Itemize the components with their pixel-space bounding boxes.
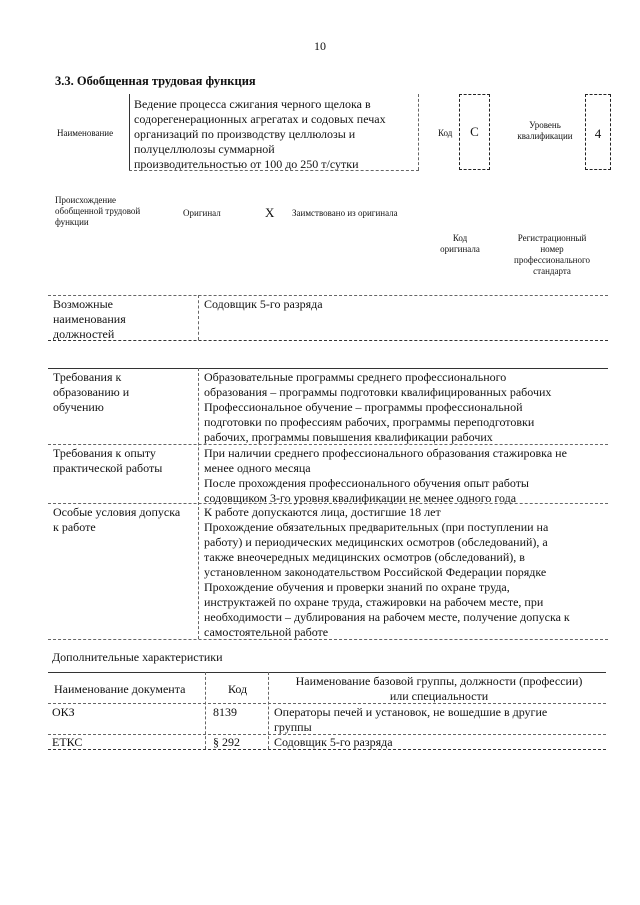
positions-label-line: наименования <box>53 312 126 326</box>
function-name-box <box>134 97 420 172</box>
special-conditions-label <box>53 505 180 535</box>
additional-table-top-border <box>48 672 606 673</box>
education-label-line: Требования к <box>53 370 122 384</box>
additional-row-name: Содовщик 5-го разряда <box>274 735 393 749</box>
reg-number-label-line: профессионального <box>514 255 590 265</box>
reg-number-label-line: номер <box>540 244 564 254</box>
level-value: 4 <box>594 126 602 141</box>
education-line: Профессиональное обучение – программы профессиональной <box>204 400 523 414</box>
positions-label-line: должностей <box>53 327 115 341</box>
additional-header-name-line: Наименование базовой группы, должности (профессии) <box>295 674 583 688</box>
special-conditions-line: Прохождение обязательных предварительных (при поступлении на <box>204 520 549 534</box>
special-conditions-line: К работе допускаются лица, достигшие 18 лет <box>204 505 441 519</box>
level-label <box>505 120 585 142</box>
education-line: образования – программы подготовки квалифицированных рабочих <box>204 385 552 399</box>
additional-header-doc: Наименование документа <box>54 682 186 696</box>
code-label: Код <box>438 128 453 138</box>
requirements-top-border <box>48 368 608 369</box>
level-label-line: Уровень <box>529 120 561 130</box>
special-conditions-line: инструктажей по охране труда, стажировки на рабочем месте, при <box>204 595 544 609</box>
function-name-line: производительностью от 100 до 250 т/сутки <box>134 157 359 171</box>
code-value: C <box>470 124 479 139</box>
education-line: рабочих, программы повышения квалификации рабочих <box>204 430 493 444</box>
origin-label-line: функции <box>55 217 89 227</box>
orig-code-label-line: Код <box>452 233 468 243</box>
positions-label <box>53 297 126 342</box>
borrowed-label: Заимствовано из оригинала <box>292 208 398 218</box>
positions-top-border <box>48 295 608 296</box>
education-line: подготовки по профессиям рабочих, программы переподготовки <box>204 415 535 429</box>
function-name-line: Ведение процесса сжигания черного щелока в <box>134 97 371 111</box>
experience-label <box>53 446 162 476</box>
additional-header-name <box>272 674 606 704</box>
education-value <box>204 370 606 445</box>
orig-code-label-line: оригинала <box>440 244 480 254</box>
reg-number-label-line: Регистрационный <box>517 233 587 243</box>
additional-header-code: Код <box>228 682 248 696</box>
additional-title: Дополнительные характеристики <box>52 650 223 664</box>
education-label <box>53 370 129 415</box>
additional-col-divider <box>268 672 269 749</box>
name-box-right-border <box>418 94 419 170</box>
special-conditions-value <box>204 505 606 640</box>
experience-label-line: практической работы <box>53 461 163 475</box>
additional-row-name-line: Операторы печей и установок, не вошедшие в другие <box>274 705 548 719</box>
reg-number-label <box>498 233 606 277</box>
experience-line: содовщиком 3-го уровня квалификации не менее одного года <box>204 491 517 505</box>
level-label-line: квалификации <box>517 131 573 141</box>
additional-row-name-line: группы <box>274 720 312 734</box>
additional-row-doc: ОКЗ <box>52 705 75 719</box>
original-mark: X <box>265 205 275 220</box>
positions-bottom-border <box>48 340 608 341</box>
function-name-line: полуцеллюлозы суммарной <box>134 142 275 156</box>
name-box-bottom-border <box>129 170 419 171</box>
special-conditions-line: Прохождение обучения и проверки знаний по охране труда, <box>204 580 510 594</box>
reg-number-label-line: стандарта <box>533 266 571 276</box>
original-label: Оригинал <box>183 208 221 218</box>
function-name-line: содорегенерационных агрегатах и содовых печах <box>134 112 386 126</box>
additional-row-code: § 292 <box>213 735 240 749</box>
positions-value: Содовщик 5-го разряда <box>204 297 323 311</box>
special-conditions-line: необходимости – дублирования на рабочем месте, получение допуска к <box>204 610 570 624</box>
section-title: 3.3. Обобщенная трудовая функция <box>55 74 256 88</box>
special-conditions-line: самостоятельной работе <box>204 625 329 639</box>
orig-code-label <box>425 233 495 255</box>
experience-line: менее одного месяца <box>204 461 311 475</box>
experience-label-line: Требования к опыту <box>53 446 156 460</box>
additional-header-name-line: или специальности <box>389 689 489 703</box>
special-conditions-line: работу) и периодических медицинских осмотров (обследований), а <box>204 535 548 549</box>
additional-row-name <box>274 705 547 735</box>
positions-label-line: Возможные <box>53 297 113 311</box>
additional-row-code: 8139 <box>213 705 237 719</box>
special-conditions-line: также внеочередных медицинских осмотров (обследований), в <box>204 550 525 564</box>
experience-line: После прохождения профессионального обучения опыт работы <box>204 476 529 490</box>
additional-row-doc: ЕТКС <box>52 735 83 749</box>
education-label-line: образованию и <box>53 385 130 399</box>
education-label-line: обучению <box>53 400 104 414</box>
education-line: Образовательные программы среднего профессионального <box>204 370 507 384</box>
additional-col-divider <box>205 672 206 749</box>
experience-value <box>204 446 606 506</box>
experience-line: При наличии среднего профессионального образования стажировка не <box>204 446 567 460</box>
origin-label <box>55 195 140 228</box>
special-conditions-label-line: Особые условия допуска <box>53 505 181 519</box>
positions-divider <box>198 295 199 340</box>
name-box-left-border <box>129 94 130 170</box>
function-name-line: организаций по производству целлюлозы и <box>134 127 356 141</box>
special-conditions-label-line: к работе <box>53 520 96 534</box>
origin-label-line: обобщенной трудовой <box>55 206 141 216</box>
page-number: 10 <box>314 39 326 53</box>
special-conditions-line: установленном законодательством Российской Федерации порядке <box>204 565 547 579</box>
name-label: Наименование <box>57 128 114 138</box>
origin-label-line: Происхождение <box>55 195 117 205</box>
